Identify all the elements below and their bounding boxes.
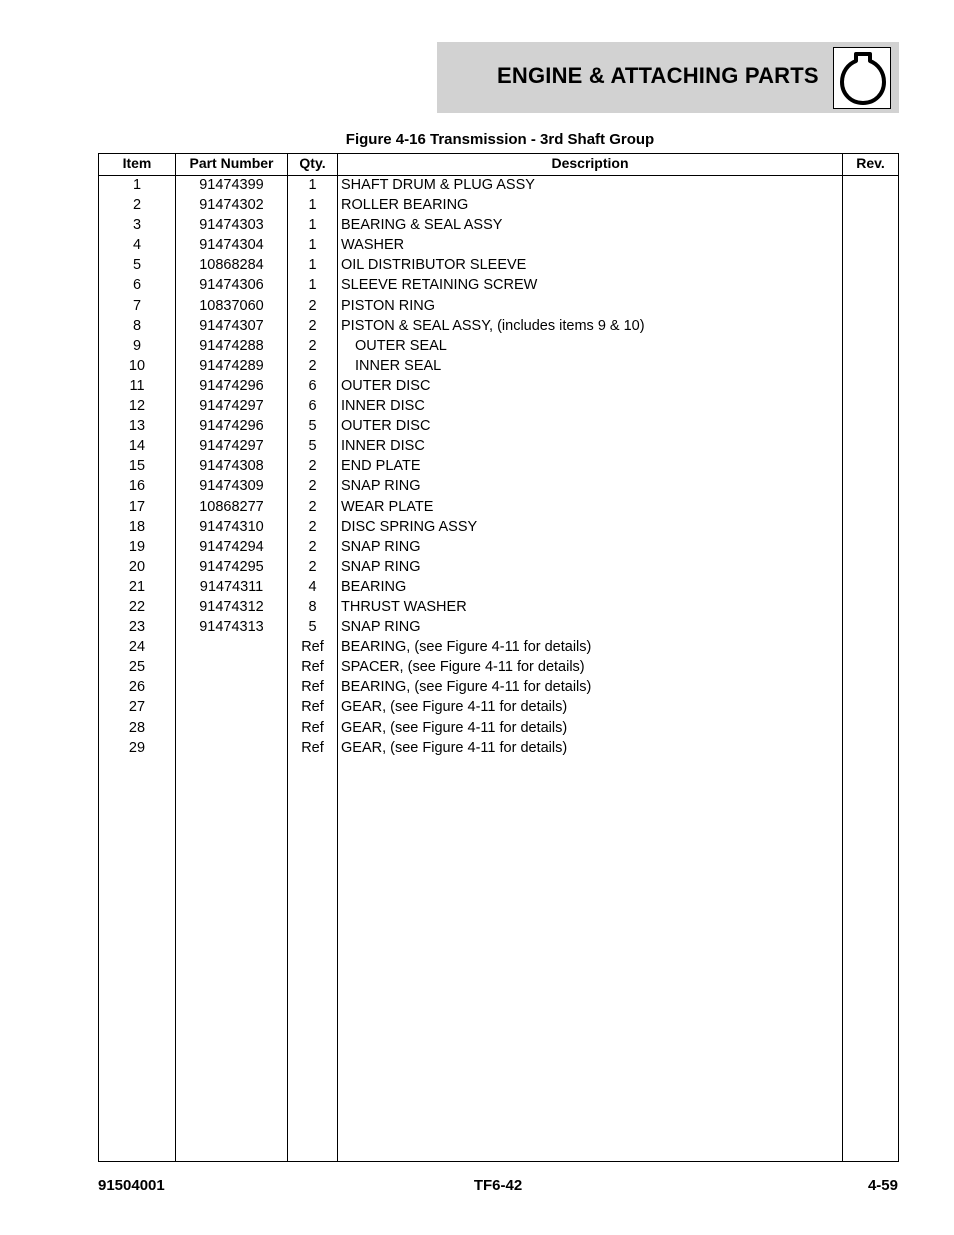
- description: SNAP RING: [341, 619, 421, 636]
- table-row: [99, 176, 898, 196]
- table-row: [99, 437, 898, 457]
- item-number: 7: [132, 297, 142, 314]
- item-number: 20: [128, 558, 146, 575]
- quantity: 2: [308, 538, 317, 555]
- quantity: 2: [308, 558, 317, 575]
- item-number: 2: [132, 197, 142, 214]
- table-row: [99, 578, 898, 598]
- engine-outline-icon: [833, 47, 891, 109]
- figure-title: Figure 4-16 Transmission - 3rd Shaft Group: [345, 131, 655, 148]
- description: SNAP RING: [341, 478, 421, 495]
- parts-table: [98, 153, 899, 1162]
- item-number: 3: [132, 217, 142, 234]
- item-number: 27: [128, 699, 146, 716]
- table-row: [99, 357, 898, 377]
- item-number: 19: [128, 538, 146, 555]
- quantity: 1: [308, 277, 317, 294]
- item-number: 10: [128, 357, 146, 374]
- part-number: 91474309: [199, 478, 264, 495]
- column-header-rev: Rev.: [856, 155, 885, 171]
- part-number: 10868284: [199, 257, 264, 274]
- table-row: [99, 337, 898, 357]
- item-number: 9: [132, 337, 142, 354]
- description: PISTON RING: [341, 297, 435, 314]
- column-header-part-number: Part Number: [189, 155, 274, 171]
- table-row: [99, 417, 898, 437]
- description: ROLLER BEARING: [341, 197, 469, 214]
- part-number: 91474311: [199, 578, 264, 595]
- description: BEARING, (see Figure 4-11 for details): [341, 639, 592, 656]
- part-number: 91474310: [199, 518, 264, 535]
- item-number: 28: [128, 719, 146, 736]
- item-number: 23: [128, 619, 146, 636]
- item-number: 29: [128, 739, 146, 756]
- table-row: [99, 698, 898, 718]
- part-number: 91474303: [199, 217, 264, 234]
- item-number: 21: [128, 578, 146, 595]
- description: OUTER DISC: [341, 377, 431, 394]
- part-number: 91474296: [199, 377, 264, 394]
- description: GEAR, (see Figure 4-11 for details): [341, 699, 568, 716]
- item-number: 12: [128, 398, 146, 415]
- quantity: 2: [308, 458, 317, 475]
- part-number: 91474308: [199, 458, 264, 475]
- part-number: 91474312: [199, 598, 264, 615]
- quantity: Ref: [301, 699, 324, 716]
- item-number: 24: [128, 639, 146, 656]
- description: SNAP RING: [341, 558, 421, 575]
- quantity: Ref: [301, 719, 324, 736]
- part-number: 91474306: [199, 277, 264, 294]
- table-row: [99, 317, 898, 337]
- part-number: 91474297: [199, 438, 264, 455]
- item-number: 17: [128, 498, 146, 515]
- description: WASHER: [341, 237, 405, 254]
- table-row: [99, 397, 898, 417]
- part-number: 91474288: [199, 337, 264, 354]
- table-row: [99, 377, 898, 397]
- description: BEARING, (see Figure 4-11 for details): [341, 679, 592, 696]
- item-number: 4: [132, 237, 142, 254]
- quantity: 1: [308, 197, 317, 214]
- quantity: Ref: [301, 739, 324, 756]
- page-number: 4-59: [867, 1177, 898, 1194]
- part-number: 91474289: [199, 357, 264, 374]
- column-header-item: Item: [122, 155, 152, 171]
- description: THRUST WASHER: [341, 598, 467, 615]
- part-number: 91474399: [199, 177, 264, 193]
- quantity: 5: [308, 619, 317, 636]
- part-number: 91474294: [199, 538, 264, 555]
- description: INNER DISC: [341, 398, 425, 415]
- description: INNER SEAL: [355, 357, 442, 374]
- column-header-description: Description: [551, 155, 629, 171]
- section-header-banner: [437, 42, 899, 113]
- table-row: [99, 256, 898, 276]
- part-number: 91474296: [199, 418, 264, 435]
- part-number: 91474297: [199, 398, 264, 415]
- table-row: [99, 739, 898, 759]
- quantity: 6: [308, 398, 317, 415]
- quantity: 2: [308, 518, 317, 535]
- quantity: 2: [308, 317, 317, 334]
- part-number: 10837060: [199, 297, 264, 314]
- table-row: [99, 196, 898, 216]
- description: GEAR, (see Figure 4-11 for details): [341, 719, 568, 736]
- table-row: [99, 498, 898, 518]
- item-number: 11: [129, 377, 145, 394]
- section-code: TF6-42: [473, 1177, 523, 1194]
- table-row: [99, 598, 898, 618]
- table-row: [99, 457, 898, 477]
- quantity: 5: [308, 438, 317, 455]
- table-row: [99, 658, 898, 678]
- description: OUTER DISC: [341, 418, 431, 435]
- item-number: 25: [128, 659, 146, 676]
- table-row: [99, 297, 898, 317]
- description: PISTON & SEAL ASSY, (includes items 9 & 10): [341, 317, 645, 334]
- description: DISC SPRING ASSY: [341, 518, 478, 535]
- table-body: [99, 176, 898, 759]
- table-row: [99, 538, 898, 558]
- description: SHAFT DRUM & PLUG ASSY: [341, 177, 535, 193]
- item-number: 1: [132, 177, 142, 193]
- item-number: 16: [128, 478, 146, 495]
- description: BEARING: [341, 578, 407, 595]
- table-row: [99, 719, 898, 739]
- item-number: 13: [128, 418, 146, 435]
- description: OIL DISTRIBUTOR SLEEVE: [341, 257, 527, 274]
- description: SNAP RING: [341, 538, 421, 555]
- item-number: 14: [128, 438, 146, 455]
- description: OUTER SEAL: [355, 337, 447, 354]
- quantity: 2: [308, 478, 317, 495]
- part-number: 91474304: [199, 237, 264, 254]
- item-number: 6: [132, 277, 142, 294]
- quantity: Ref: [301, 659, 324, 676]
- part-number: 10868277: [199, 498, 264, 515]
- part-number: 91474313: [199, 619, 264, 636]
- section-title: ENGINE & ATTACHING PARTS: [497, 63, 819, 88]
- item-number: 22: [128, 598, 146, 615]
- quantity: 2: [308, 337, 317, 354]
- quantity: 4: [308, 578, 317, 595]
- description: SLEEVE RETAINING SCREW: [341, 277, 538, 294]
- column-header-qty: Qty.: [299, 155, 326, 171]
- description: WEAR PLATE: [341, 498, 434, 515]
- quantity: 1: [308, 177, 317, 193]
- item-number: 15: [128, 458, 146, 475]
- description: GEAR, (see Figure 4-11 for details): [341, 739, 568, 756]
- table-row: [99, 558, 898, 578]
- quantity: Ref: [301, 639, 324, 656]
- quantity: 2: [308, 357, 317, 374]
- description: BEARING & SEAL ASSY: [341, 217, 503, 234]
- table-row: [99, 678, 898, 698]
- table-row: [99, 216, 898, 236]
- quantity: 1: [308, 237, 317, 254]
- description: SPACER, (see Figure 4-11 for details): [341, 659, 585, 676]
- item-number: 8: [132, 317, 142, 334]
- quantity: 5: [308, 418, 317, 435]
- table-row: [99, 518, 898, 538]
- quantity: 2: [308, 498, 317, 515]
- quantity: 1: [308, 217, 317, 234]
- part-number: 91474307: [199, 317, 264, 334]
- item-number: 26: [128, 679, 146, 696]
- description: INNER DISC: [341, 438, 425, 455]
- description: END PLATE: [341, 458, 421, 475]
- table-row: [99, 236, 898, 256]
- item-number: 5: [132, 257, 142, 274]
- part-number: 91474295: [199, 558, 264, 575]
- item-number: 18: [128, 518, 146, 535]
- table-row: [99, 276, 898, 296]
- table-row: [99, 618, 898, 638]
- quantity: 1: [308, 257, 317, 274]
- quantity: Ref: [301, 679, 324, 696]
- table-row: [99, 477, 898, 497]
- part-number: 91474302: [199, 197, 264, 214]
- quantity: 2: [308, 297, 317, 314]
- quantity: 8: [308, 598, 317, 615]
- table-row: [99, 638, 898, 658]
- document-number: 91504001: [98, 1177, 165, 1194]
- quantity: 6: [308, 377, 317, 394]
